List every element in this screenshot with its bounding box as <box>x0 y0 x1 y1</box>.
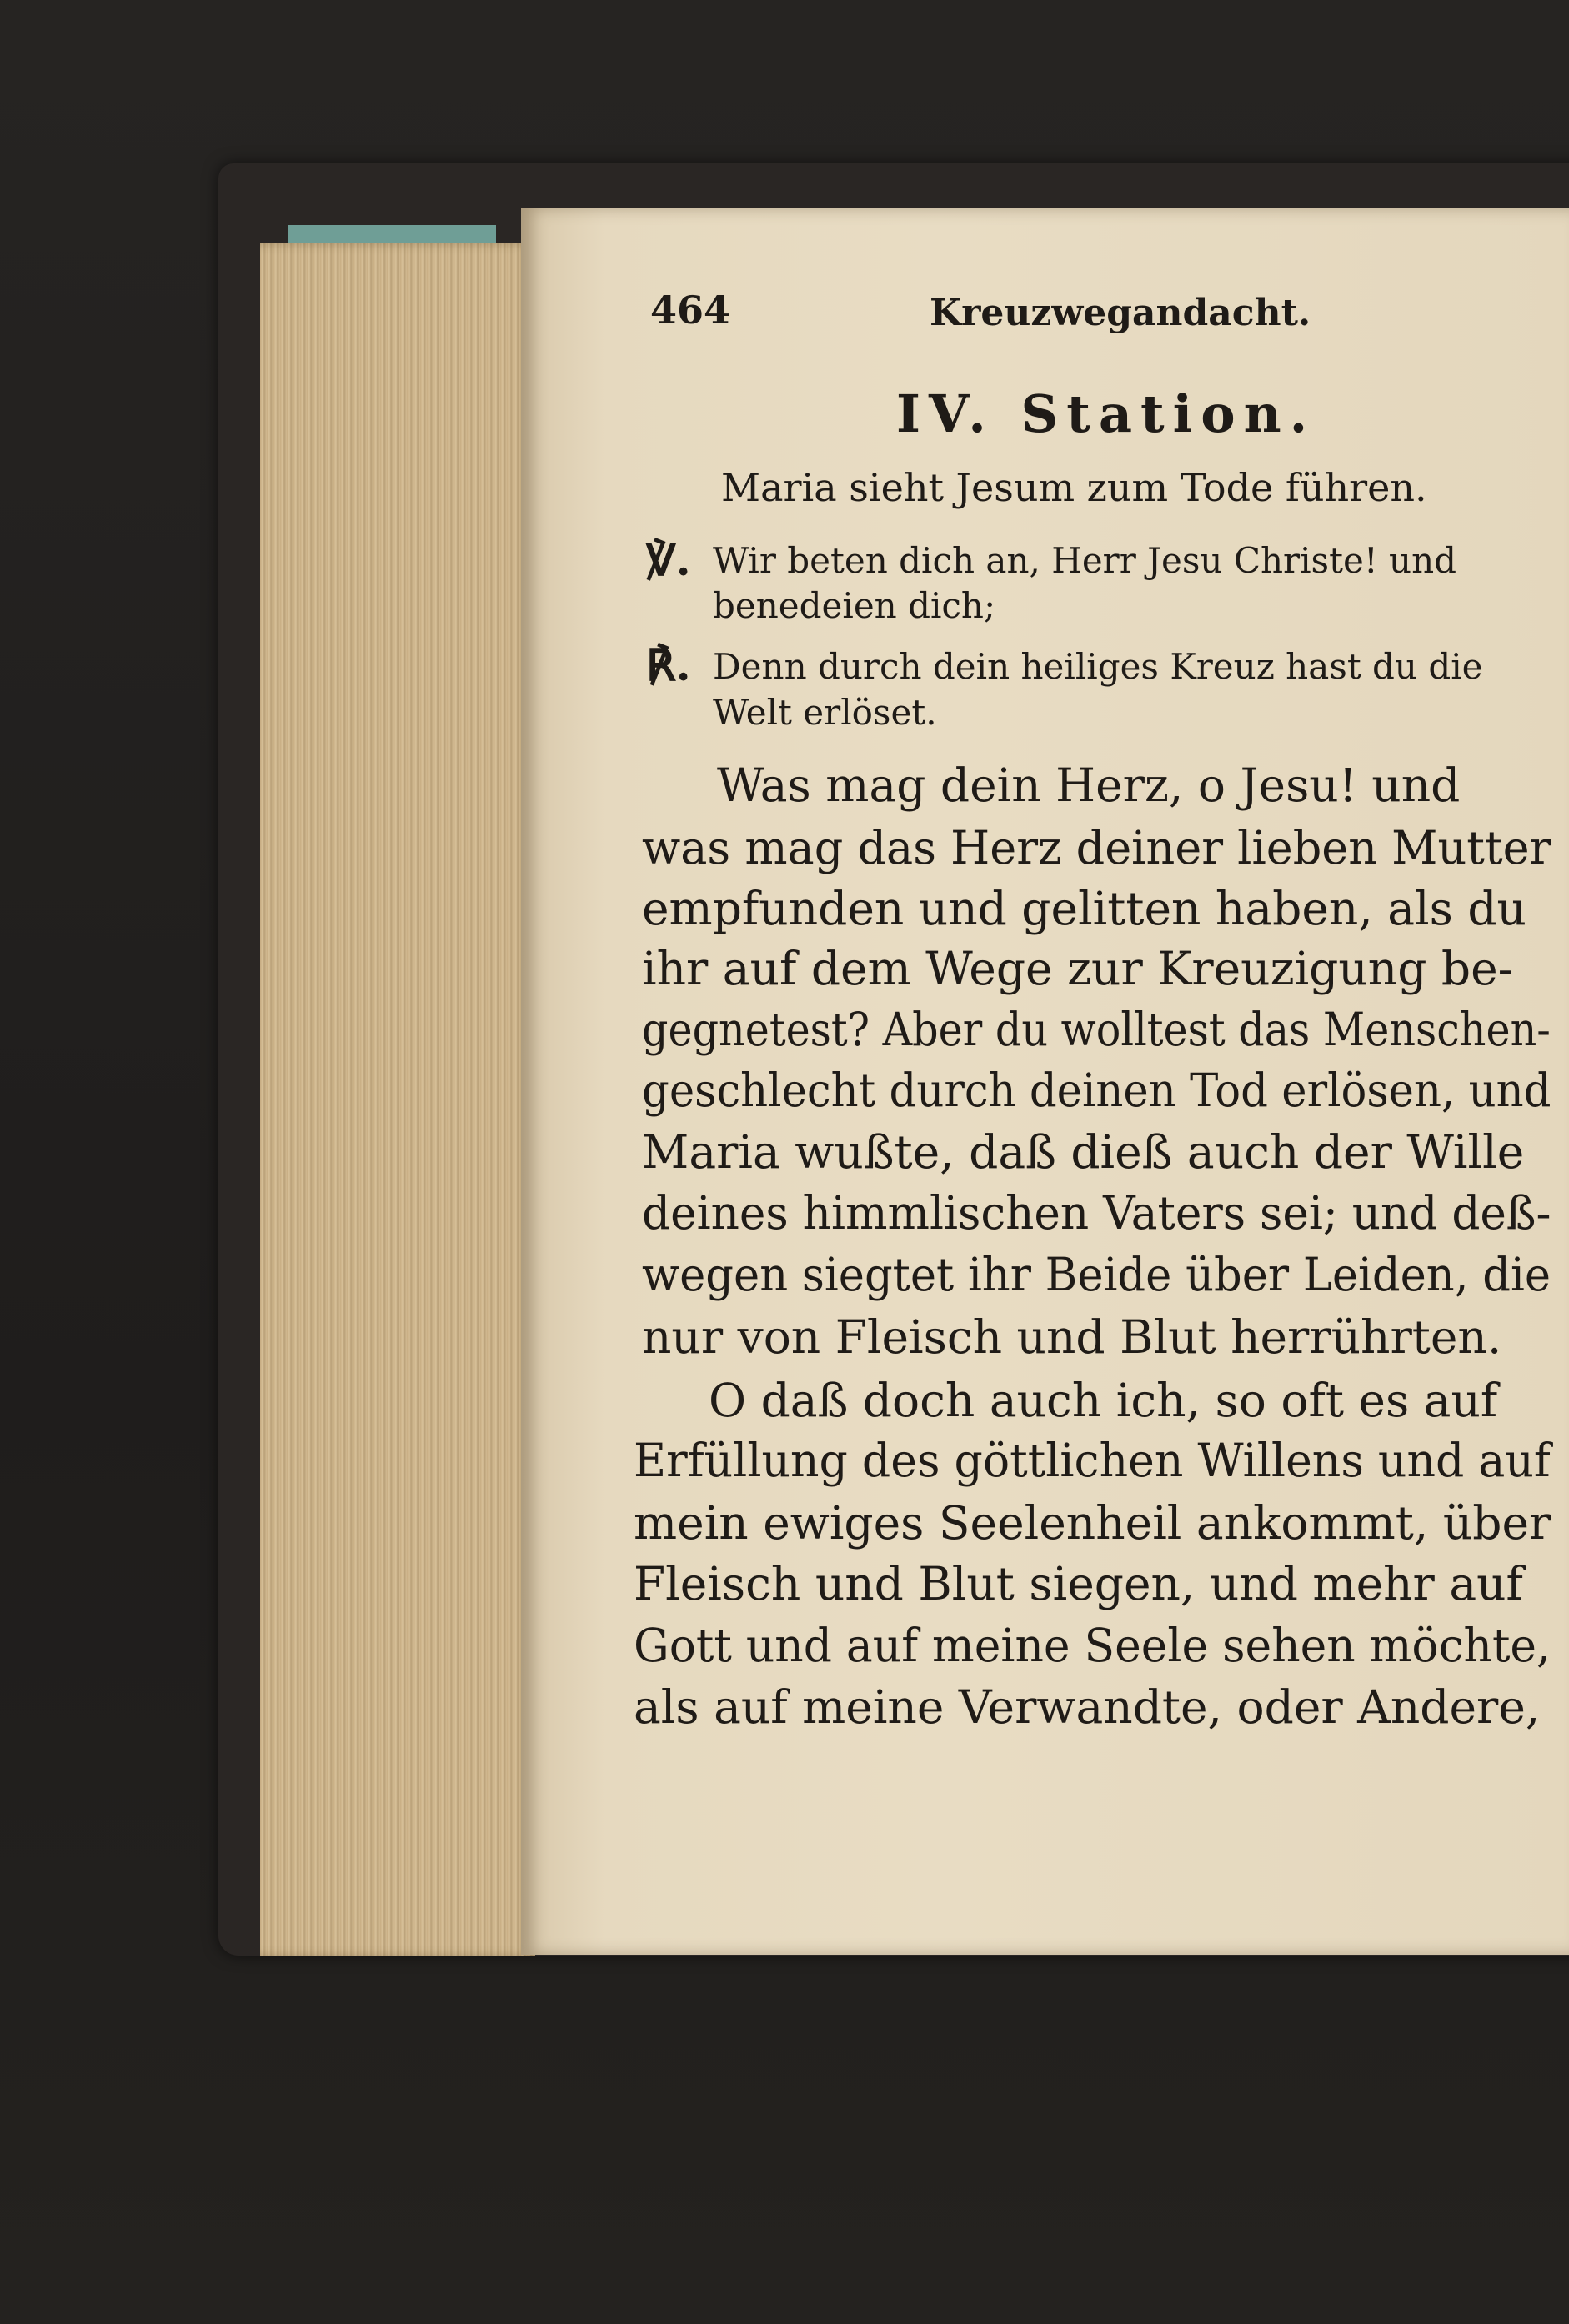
versicle-symbol: ℣. <box>646 535 691 586</box>
paragraph-line: was mag das Herz deiner lieben Mutter <box>642 821 1551 874</box>
page-edges <box>260 243 535 1956</box>
paragraph-line: wegen siegtet ihr Beide über Leiden, die <box>642 1248 1551 1301</box>
paragraph-line: gegnetest? Aber du wolltest das Menschen- <box>642 1003 1551 1056</box>
paragraph-line: empfunden und gelitten haben, als du <box>642 882 1526 935</box>
paragraph-line: geschlecht durch deinen Tod erlösen, und <box>642 1064 1551 1117</box>
paragraph-line: deines himmlischen Vaters sei; und deß- <box>642 1186 1551 1240</box>
paragraph-line: mein ewiges Seelenheil ankommt, über <box>634 1496 1551 1550</box>
response-symbol: ℟. <box>646 640 691 691</box>
versicle-line: benedeien dich; <box>713 585 996 626</box>
paragraph-line: nur von Fleisch und Blut herrührten. <box>642 1310 1502 1364</box>
paragraph-line: Was mag dein Herz, o Jesu! und <box>717 759 1461 812</box>
station-heading: IV. Station. <box>896 383 1316 444</box>
paragraph-line: Gott und auf meine Seele sehen möchte, <box>634 1619 1551 1672</box>
response-line: Welt erlöset. <box>713 692 937 733</box>
paragraph-line: als auf meine Verwandte, oder Andere, <box>634 1680 1541 1734</box>
paragraph-line: Maria wußte, daß dieß auch der Wille <box>642 1125 1525 1179</box>
paragraph-line: Fleisch und Blut siegen, und mehr auf <box>634 1557 1523 1610</box>
page-number: 464 <box>650 288 731 333</box>
versicle-line: Wir beten dich an, Herr Jesu Christe! und <box>713 540 1457 581</box>
response-line: Denn durch dein heiliges Kreuz hast du die <box>713 646 1483 687</box>
running-title: Kreuzwegandacht. <box>930 292 1311 334</box>
station-subtitle: Maria sieht Jesum zum Tode führen. <box>721 465 1427 510</box>
paragraph-line: O daß doch auch ich, so oft es auf <box>709 1374 1498 1427</box>
paragraph-line: Erfüllung des göttlichen Willens und auf <box>634 1434 1551 1487</box>
paragraph-line: ihr auf dem Wege zur Kreuzigung be- <box>642 942 1514 995</box>
